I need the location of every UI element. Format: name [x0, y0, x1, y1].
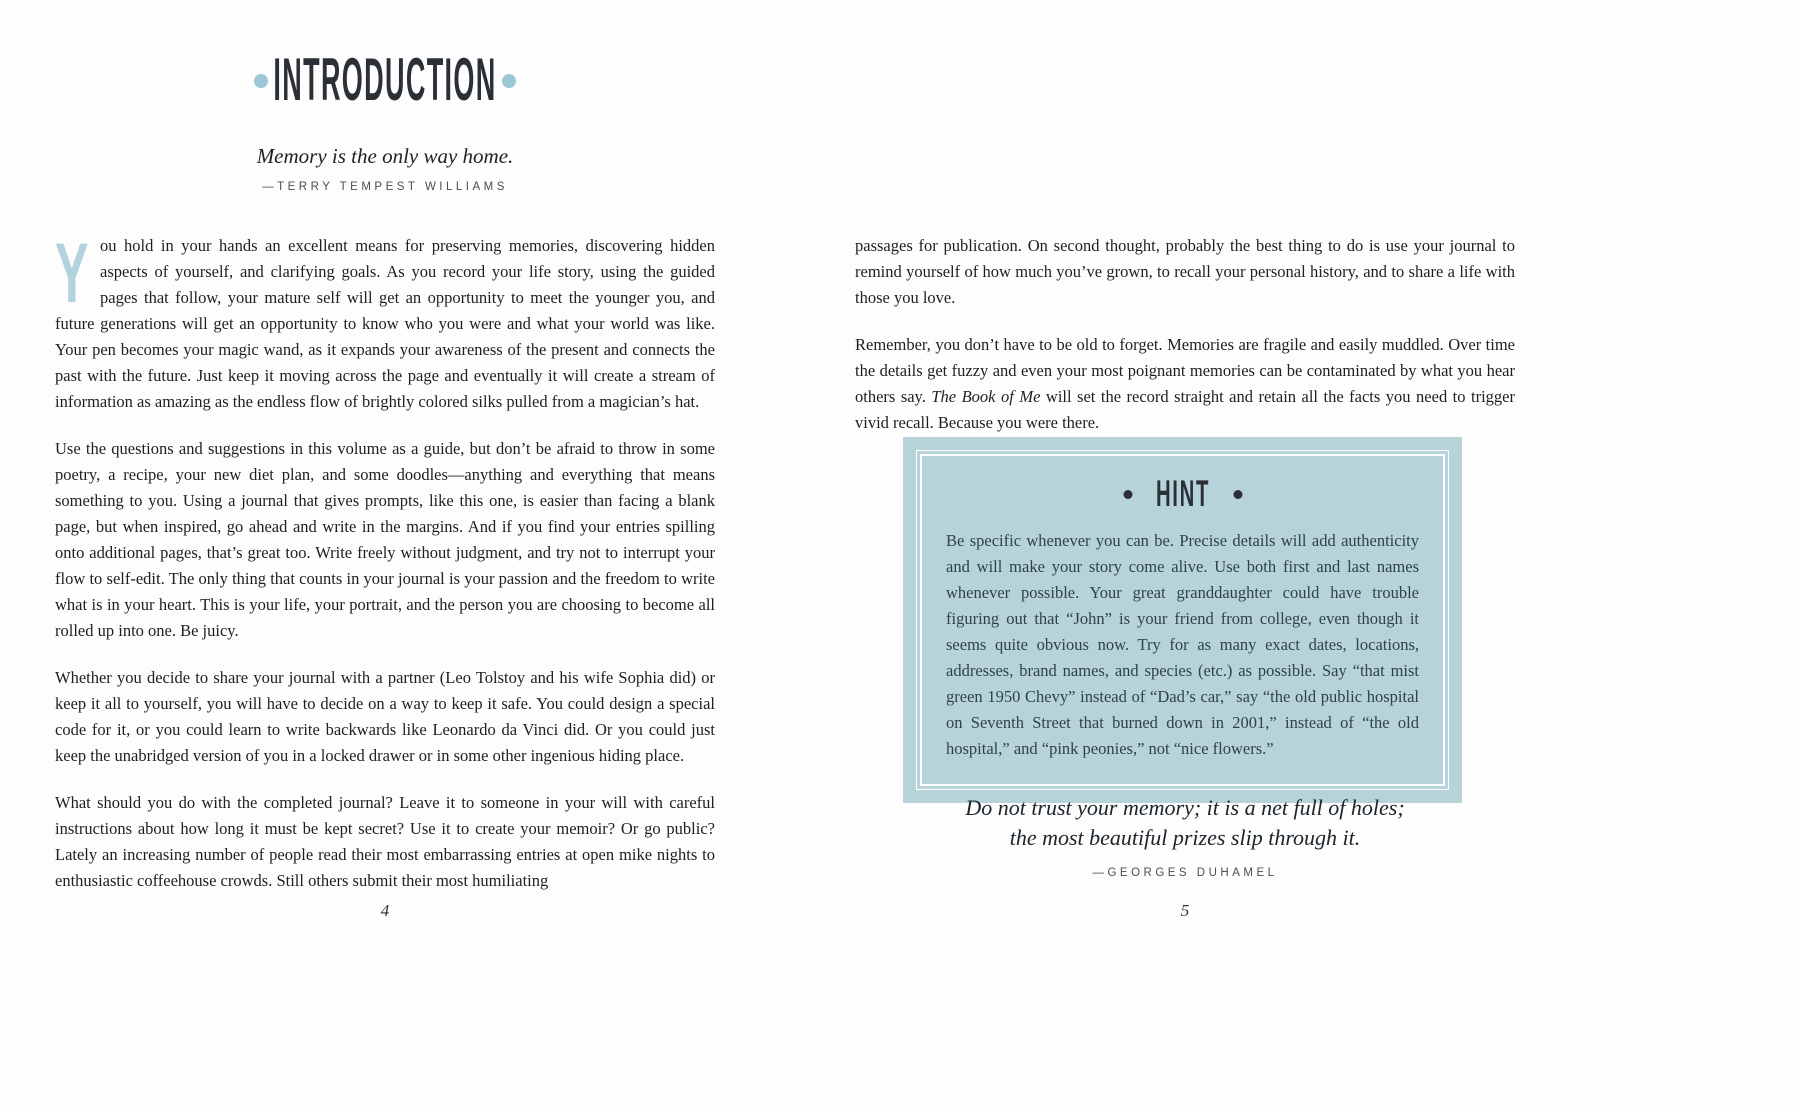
paragraph-6-text-before: Remember, you don’t have to be old to forget. Memories are fragile and easily muddled. Over time the details get fuzzy and even your most poignant memories can be contaminated by what you hear others say. [855, 335, 1515, 406]
hint-dot-right-icon [1233, 490, 1242, 499]
paragraph-2: Use the questions and suggestions in this volume as a guide, but don’t be afraid to throw in some poetry, a recipe, your new diet plan, and some doodles—anything and everything that means something to you. Using a journal that gives prompts, like this one, is easier than facing a blank page, but when inspired, go ahead and write in the margins. And if you find your entries spilling onto additional pages, that’s great too. Write freely without judgment, and try not to interrupt your flow to self-edit. The only thing that counts in your journal is your passion and the freedom to write what is in your heart. This is your life, your portrait, and the person you are choosing to become all rolled up into one. Be juicy. [55, 439, 715, 640]
hint-inner-frame [920, 454, 1445, 786]
epigraph-quote: Memory is the only way home. [256, 144, 514, 168]
closing-quote-attribution: —GEORGES DUHAMEL [1092, 867, 1278, 879]
paragraph-3: Whether you decide to share your journal with a partner (Leo Tolstoy and his wife Sophia did) or keep it all to yourself, you will have to decide on a way to keep it safe. You could design a special code for it, or you could learn to write backwards like Leonardo da Vinci did. Or you could just keep the unabridged version of you in a locked drawer or in some other ingenious hiding place. [55, 668, 715, 765]
closing-quote [855, 793, 1515, 879]
hint-title [946, 474, 1419, 518]
right-page-body [855, 233, 1515, 436]
hint-outer-frame [916, 450, 1449, 790]
drop-cap: Y [55, 226, 89, 320]
closing-quote-line-1: Do not trust your memory; it is a net full of holes; [965, 795, 1405, 820]
closing-quote-line-2: the most beautiful prizes slip through it. [1009, 825, 1361, 850]
paragraph-5: passages for publication. On second thought, probably the best thing to do is use your journal to remind yourself of how much you’ve grown, to recall your personal history, and to share a life with those you love. [855, 236, 1515, 307]
page-number-left: 4 [380, 901, 390, 920]
left-page-body [55, 226, 715, 894]
paragraph-4: What should you do with the completed journal? Leave it to someone in your will with careful instructions about how long it must be kept secret? Use it to create your memoir? Or go public? Lately an increasing number of people read their most embarrassing entries at open mike nights to enthusiastic coffeehouse crowds. Still others submit their most humiliating [55, 793, 715, 890]
title-dot-left-icon [254, 74, 268, 88]
hint-dot-left-icon [1123, 490, 1132, 499]
paragraph-6-text-after: will set the record straight and retain all the facts you need to trigger vivid recall. Because you were there. [855, 387, 1515, 432]
page-number-right: 5 [1180, 901, 1190, 920]
hint-title-text: HINT [1155, 473, 1210, 514]
chapter-title-text: INTRODUCTION [273, 46, 497, 113]
book-title-italic: The Book of Me [931, 387, 1041, 406]
title-dot-right-icon [502, 74, 516, 88]
hint-box [903, 437, 1462, 803]
paragraph-1-text: ou hold in your hands an excellent means for preserving memories, discovering hidden aspects of yourself, and clarifying goals. As you record your life story, using the guided pages that follow, your mature self will get an opportunity to meet the younger you, and future generations will get an opportunity to know who you were and what your world was like. Your pen becomes your magic wand, as it expands your awareness of the present and connects the past with the future. Just keep it moving across the page and eventually it will create a stream of information as amazing as the endless flow of brightly colored silks pulled from a magician’s hat. [55, 236, 715, 411]
paragraph-6 [855, 332, 1515, 436]
paragraph-1 [55, 226, 715, 415]
chapter-head [55, 46, 715, 193]
hint-body-text: Be specific whenever you can be. Precise details will add authenticity and will make your story come alive. Use both first and last names whenever possible. Your great granddaughter could have trouble figuring out that “John” is your friend from college, even though it seems quite obvious now. Try for as many exact dates, locations, addresses, brand names, and species (etc.) as possible. Say “that mist green 1950 Chevy” instead of “Dad’s car,” say “the old public hospital on Seventh Street that burned down in 2001,” instead of “the old hospital,” and “pink peonies,” not “nice flowers.” [946, 531, 1419, 758]
epigraph-attribution: —TERRY TEMPEST WILLIAMS [262, 181, 508, 193]
chapter-title [55, 46, 715, 113]
